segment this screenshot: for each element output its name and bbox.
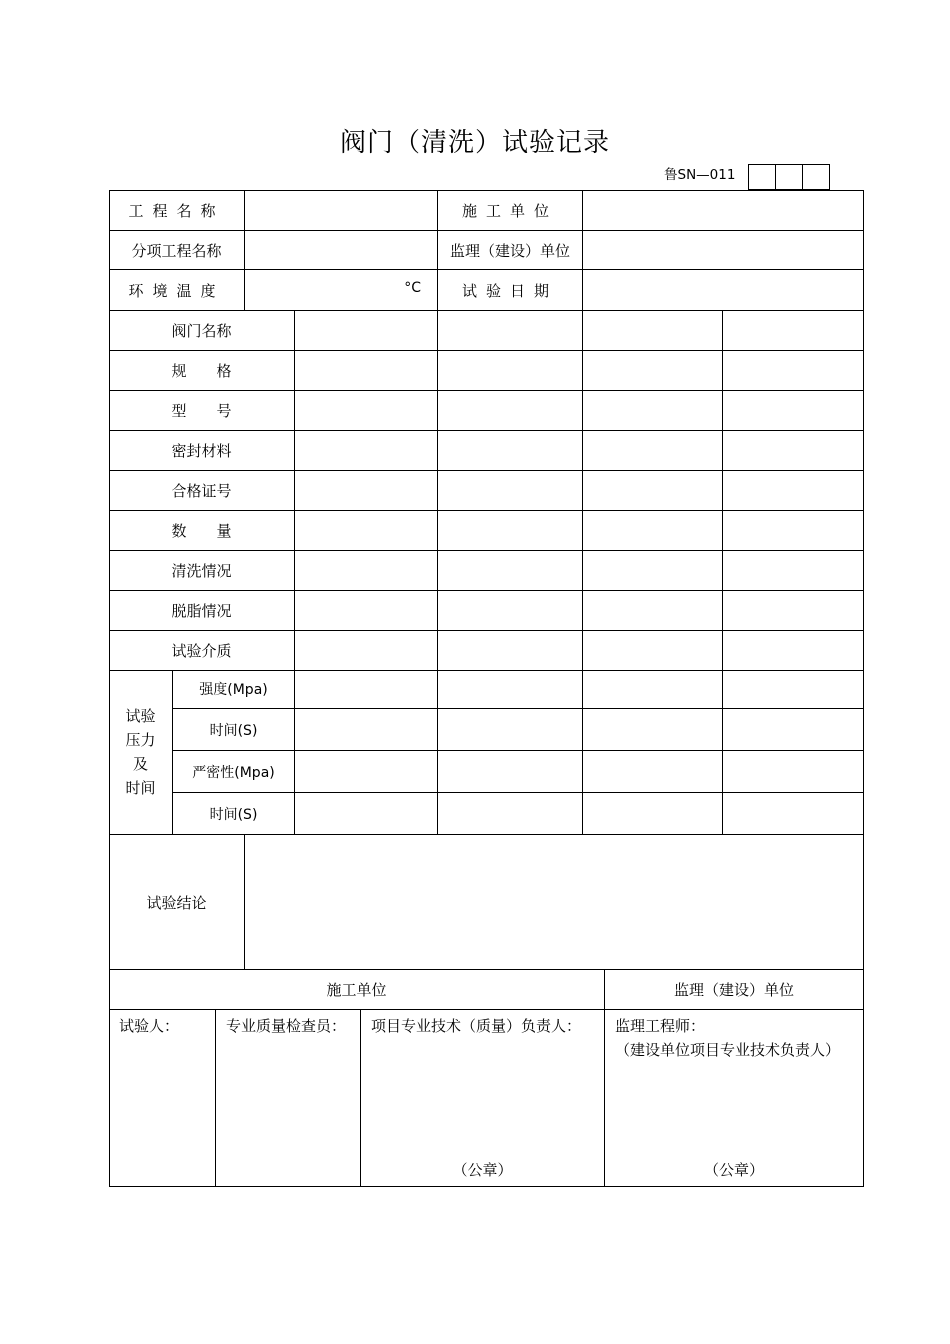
attribute-label: 密封材料 bbox=[109, 431, 295, 471]
pressure-group-label bbox=[109, 670, 173, 835]
attribute-value-cell[interactable] bbox=[723, 551, 864, 591]
pressure-value-cell[interactable] bbox=[438, 751, 583, 793]
attribute-label: 型 号 bbox=[109, 391, 295, 431]
attribute-label: 脱脂情况 bbox=[109, 591, 295, 631]
supervision-unit-field[interactable] bbox=[583, 231, 864, 270]
form-number-box[interactable] bbox=[802, 164, 830, 190]
tester-signature[interactable] bbox=[109, 1010, 216, 1187]
attribute-label: 阀门名称 bbox=[109, 311, 295, 351]
attribute-value-cell[interactable] bbox=[295, 471, 438, 511]
attribute-value-cell[interactable] bbox=[723, 471, 864, 511]
attribute-value-cell[interactable] bbox=[295, 391, 438, 431]
attribute-value-cell[interactable] bbox=[723, 311, 864, 351]
attribute-value-cell[interactable] bbox=[583, 431, 723, 471]
attribute-value-cell[interactable] bbox=[723, 631, 864, 671]
construction-seal: （公章） bbox=[452, 1161, 513, 1179]
construction-unit-label: 施工单位 bbox=[438, 190, 583, 231]
pressure-value-cell[interactable] bbox=[295, 670, 438, 709]
form-code: 鲁SN—011 bbox=[664, 167, 736, 183]
pressure-value-cell[interactable] bbox=[723, 670, 864, 709]
project-name-label: 工程名称 bbox=[109, 190, 245, 231]
attribute-value-cell[interactable] bbox=[438, 551, 583, 591]
pressure-value-cell[interactable] bbox=[295, 709, 438, 751]
pressure-value-cell[interactable] bbox=[438, 670, 583, 709]
attribute-value-cell[interactable] bbox=[438, 511, 583, 551]
attribute-value-cell[interactable] bbox=[583, 311, 723, 351]
pressure-value-cell[interactable] bbox=[438, 793, 583, 835]
tester-label: 试验人： bbox=[119, 1017, 180, 1035]
attribute-value-cell[interactable] bbox=[295, 311, 438, 351]
attribute-value-cell[interactable] bbox=[295, 351, 438, 391]
attribute-label: 规 格 bbox=[109, 351, 295, 391]
attribute-value-cell[interactable] bbox=[723, 511, 864, 551]
attribute-value-cell[interactable] bbox=[295, 591, 438, 631]
attribute-value-cell[interactable] bbox=[438, 591, 583, 631]
quality-inspector-signature[interactable] bbox=[216, 1010, 361, 1187]
attribute-value-cell[interactable] bbox=[438, 431, 583, 471]
pressure-row-label: 时间(S) bbox=[173, 709, 295, 751]
supervision-unit-label: 监理（建设）单位 bbox=[438, 231, 583, 270]
form-number-boxes bbox=[748, 164, 830, 190]
pressure-value-cell[interactable] bbox=[438, 709, 583, 751]
pressure-row-label: 严密性(Mpa) bbox=[173, 751, 295, 793]
pressure-group-line: 时间 bbox=[125, 779, 156, 797]
attribute-value-cell[interactable] bbox=[583, 471, 723, 511]
test-date-field[interactable] bbox=[583, 270, 864, 311]
record-table bbox=[109, 190, 864, 1187]
attribute-label: 试验介质 bbox=[109, 631, 295, 671]
attribute-value-cell[interactable] bbox=[723, 351, 864, 391]
temp-unit: °C bbox=[404, 280, 421, 296]
supervisor-label: 监理工程师： bbox=[615, 1017, 706, 1035]
pressure-row-label: 强度(Mpa) bbox=[173, 670, 295, 709]
conclusion-field[interactable] bbox=[245, 835, 864, 970]
attribute-value-cell[interactable] bbox=[438, 391, 583, 431]
supervisor-signature[interactable] bbox=[605, 1010, 864, 1187]
sub-project-field[interactable] bbox=[245, 231, 438, 270]
supervisor-note: （建设单位项目专业技术负责人） bbox=[615, 1041, 841, 1059]
signoff-supervision-unit: 监理（建设）单位 bbox=[605, 970, 864, 1010]
attribute-label: 数 量 bbox=[109, 511, 295, 551]
quality-inspector-label: 专业质量检查员： bbox=[226, 1017, 347, 1035]
attribute-value-cell[interactable] bbox=[438, 351, 583, 391]
ambient-temp-label: 环境温度 bbox=[109, 270, 245, 311]
pressure-group-line: 压力 bbox=[125, 731, 156, 749]
tech-lead-label: 项目专业技术（质量）负责人： bbox=[371, 1017, 582, 1035]
pressure-value-cell[interactable] bbox=[723, 751, 864, 793]
attribute-value-cell[interactable] bbox=[723, 431, 864, 471]
pressure-value-cell[interactable] bbox=[723, 709, 864, 751]
pressure-group-line: 试验 bbox=[125, 707, 156, 725]
pressure-group-line: 及 bbox=[132, 755, 148, 773]
attribute-value-cell[interactable] bbox=[295, 631, 438, 671]
pressure-value-cell[interactable] bbox=[723, 793, 864, 835]
attribute-value-cell[interactable] bbox=[723, 591, 864, 631]
ambient-temp-field[interactable] bbox=[245, 270, 438, 311]
conclusion-label: 试验结论 bbox=[109, 835, 245, 970]
attribute-value-cell[interactable] bbox=[438, 631, 583, 671]
attribute-value-cell[interactable] bbox=[295, 431, 438, 471]
test-date-label: 试验日期 bbox=[438, 270, 583, 311]
pressure-value-cell[interactable] bbox=[583, 670, 723, 709]
pressure-value-cell[interactable] bbox=[295, 751, 438, 793]
pressure-value-cell[interactable] bbox=[583, 793, 723, 835]
signoff-construction-unit: 施工单位 bbox=[109, 970, 605, 1010]
sub-project-label: 分项工程名称 bbox=[109, 231, 245, 270]
pressure-value-cell[interactable] bbox=[583, 709, 723, 751]
project-name-field[interactable] bbox=[245, 190, 438, 231]
attribute-value-cell[interactable] bbox=[438, 471, 583, 511]
attribute-value-cell[interactable] bbox=[295, 511, 438, 551]
attribute-value-cell[interactable] bbox=[295, 551, 438, 591]
supervision-seal: （公章） bbox=[703, 1161, 764, 1179]
attribute-value-cell[interactable] bbox=[583, 551, 723, 591]
attribute-value-cell[interactable] bbox=[583, 391, 723, 431]
attribute-value-cell[interactable] bbox=[723, 391, 864, 431]
attribute-label: 清洗情况 bbox=[109, 551, 295, 591]
form-number-box[interactable] bbox=[775, 164, 803, 190]
pressure-row-label: 时间(S) bbox=[173, 793, 295, 835]
attribute-value-cell[interactable] bbox=[583, 351, 723, 391]
construction-unit-field[interactable] bbox=[583, 190, 864, 231]
form-number-box[interactable] bbox=[748, 164, 776, 190]
attribute-value-cell[interactable] bbox=[583, 511, 723, 551]
pressure-value-cell[interactable] bbox=[295, 793, 438, 835]
attribute-label: 合格证号 bbox=[109, 471, 295, 511]
attribute-value-cell[interactable] bbox=[438, 311, 583, 351]
pressure-value-cell[interactable] bbox=[583, 751, 723, 793]
attribute-value-cell[interactable] bbox=[583, 631, 723, 671]
attribute-value-cell[interactable] bbox=[583, 591, 723, 631]
tech-lead-signature[interactable] bbox=[361, 1010, 605, 1187]
page-title: 阀门（清洗）试验记录 bbox=[339, 128, 610, 158]
